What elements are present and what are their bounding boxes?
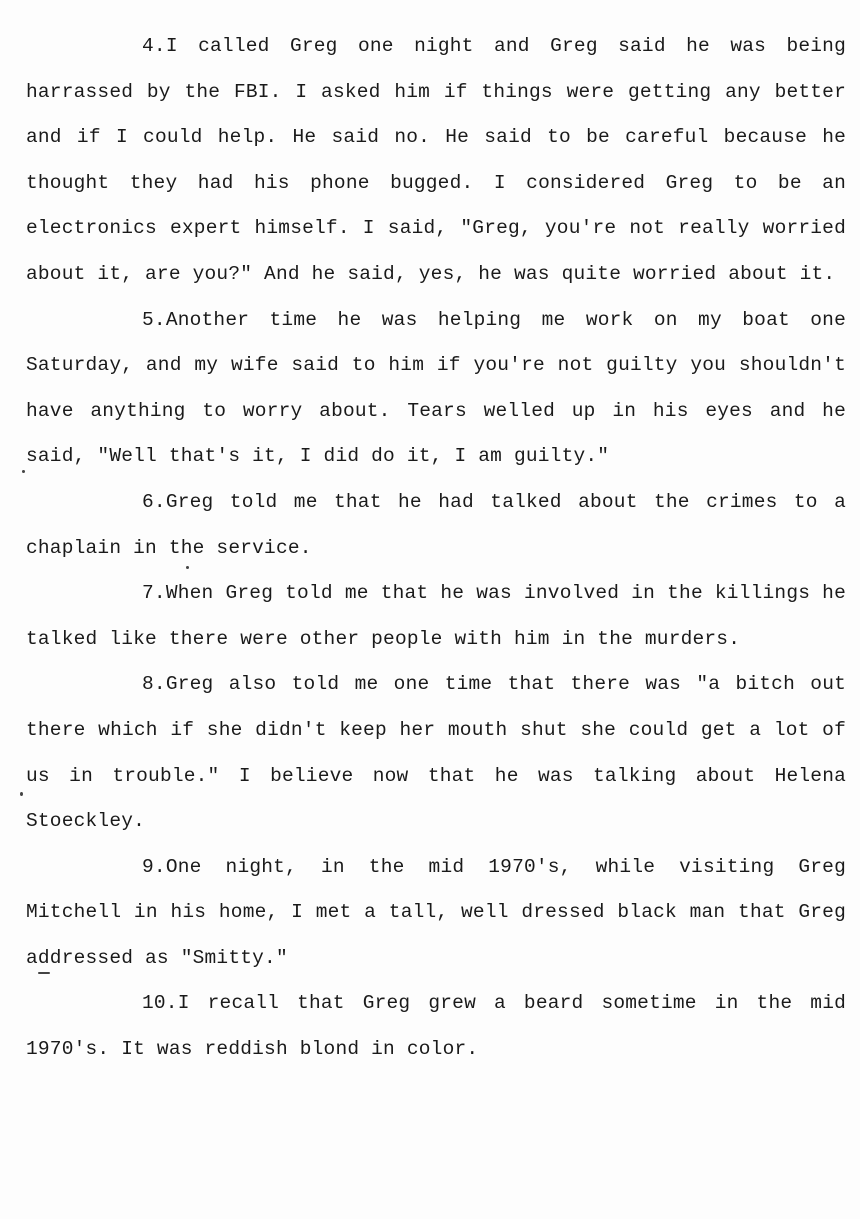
scan-speck: [186, 566, 189, 569]
paragraph-7: [26, 571, 846, 662]
scan-speck: [20, 792, 23, 796]
paragraph-6: [26, 480, 846, 571]
paragraph-10: [26, 981, 846, 1072]
paragraph-number: 8.: [142, 673, 166, 696]
paragraph-number: 7.: [142, 582, 166, 605]
paragraph-text: Greg also told me one time that there was "a bitch out there which if she didn't keep her mouth shut she could get a lot of us in trouble." I believe now that he was talking about Helena Stoeckley.: [26, 673, 846, 833]
paragraph-text: I recall that Greg grew a beard sometime in the mid 1970's. It was reddish blond in color.: [26, 992, 846, 1061]
paragraph-4: [26, 24, 846, 298]
paragraph-text: One night, in the mid 1970's, while visiting Greg Mitchell in his home, I met a tall, well dressed black man that Greg addressed as "Smitty.": [26, 855, 846, 969]
paragraph-8: [26, 662, 846, 844]
paragraph-number: 10.: [142, 992, 178, 1015]
scan-speck: [38, 972, 50, 974]
document-body: [26, 24, 846, 1073]
paragraph-text: Another time he was helping me work on my boat one Saturday, and my wife said to him if you're not guilty you shouldn't have anything to worry about. Tears welled up in his eyes and he said, "Well that's it, I did do it, I am guilty.": [26, 308, 846, 468]
paragraph-text: I called Greg one night and Greg said he was being harrassed by the FBI. I asked him if things were getting any better and if I could help. He said no. He said to be careful because he thought they had his phone bugged. I considered Greg to be an electronics expert himself. I said, "Greg, you're not really worried about it, are you?" And he said, yes, he was quite worried about it.: [26, 35, 846, 285]
paragraph-text: Greg told me that he had talked about the crimes to a chaplain in the service.: [26, 490, 846, 559]
paragraph-9: [26, 845, 846, 982]
paragraph-text: When Greg told me that he was involved in the killings he talked like there were other people with him in the murders.: [26, 582, 846, 650]
paragraph-5: [26, 298, 846, 480]
paragraph-number: 6.: [142, 490, 166, 513]
paragraph-number: 5.: [142, 308, 166, 331]
scan-speck: [22, 470, 25, 473]
paragraph-number: 9.: [142, 855, 166, 878]
paragraph-number: 4.: [142, 35, 166, 57]
